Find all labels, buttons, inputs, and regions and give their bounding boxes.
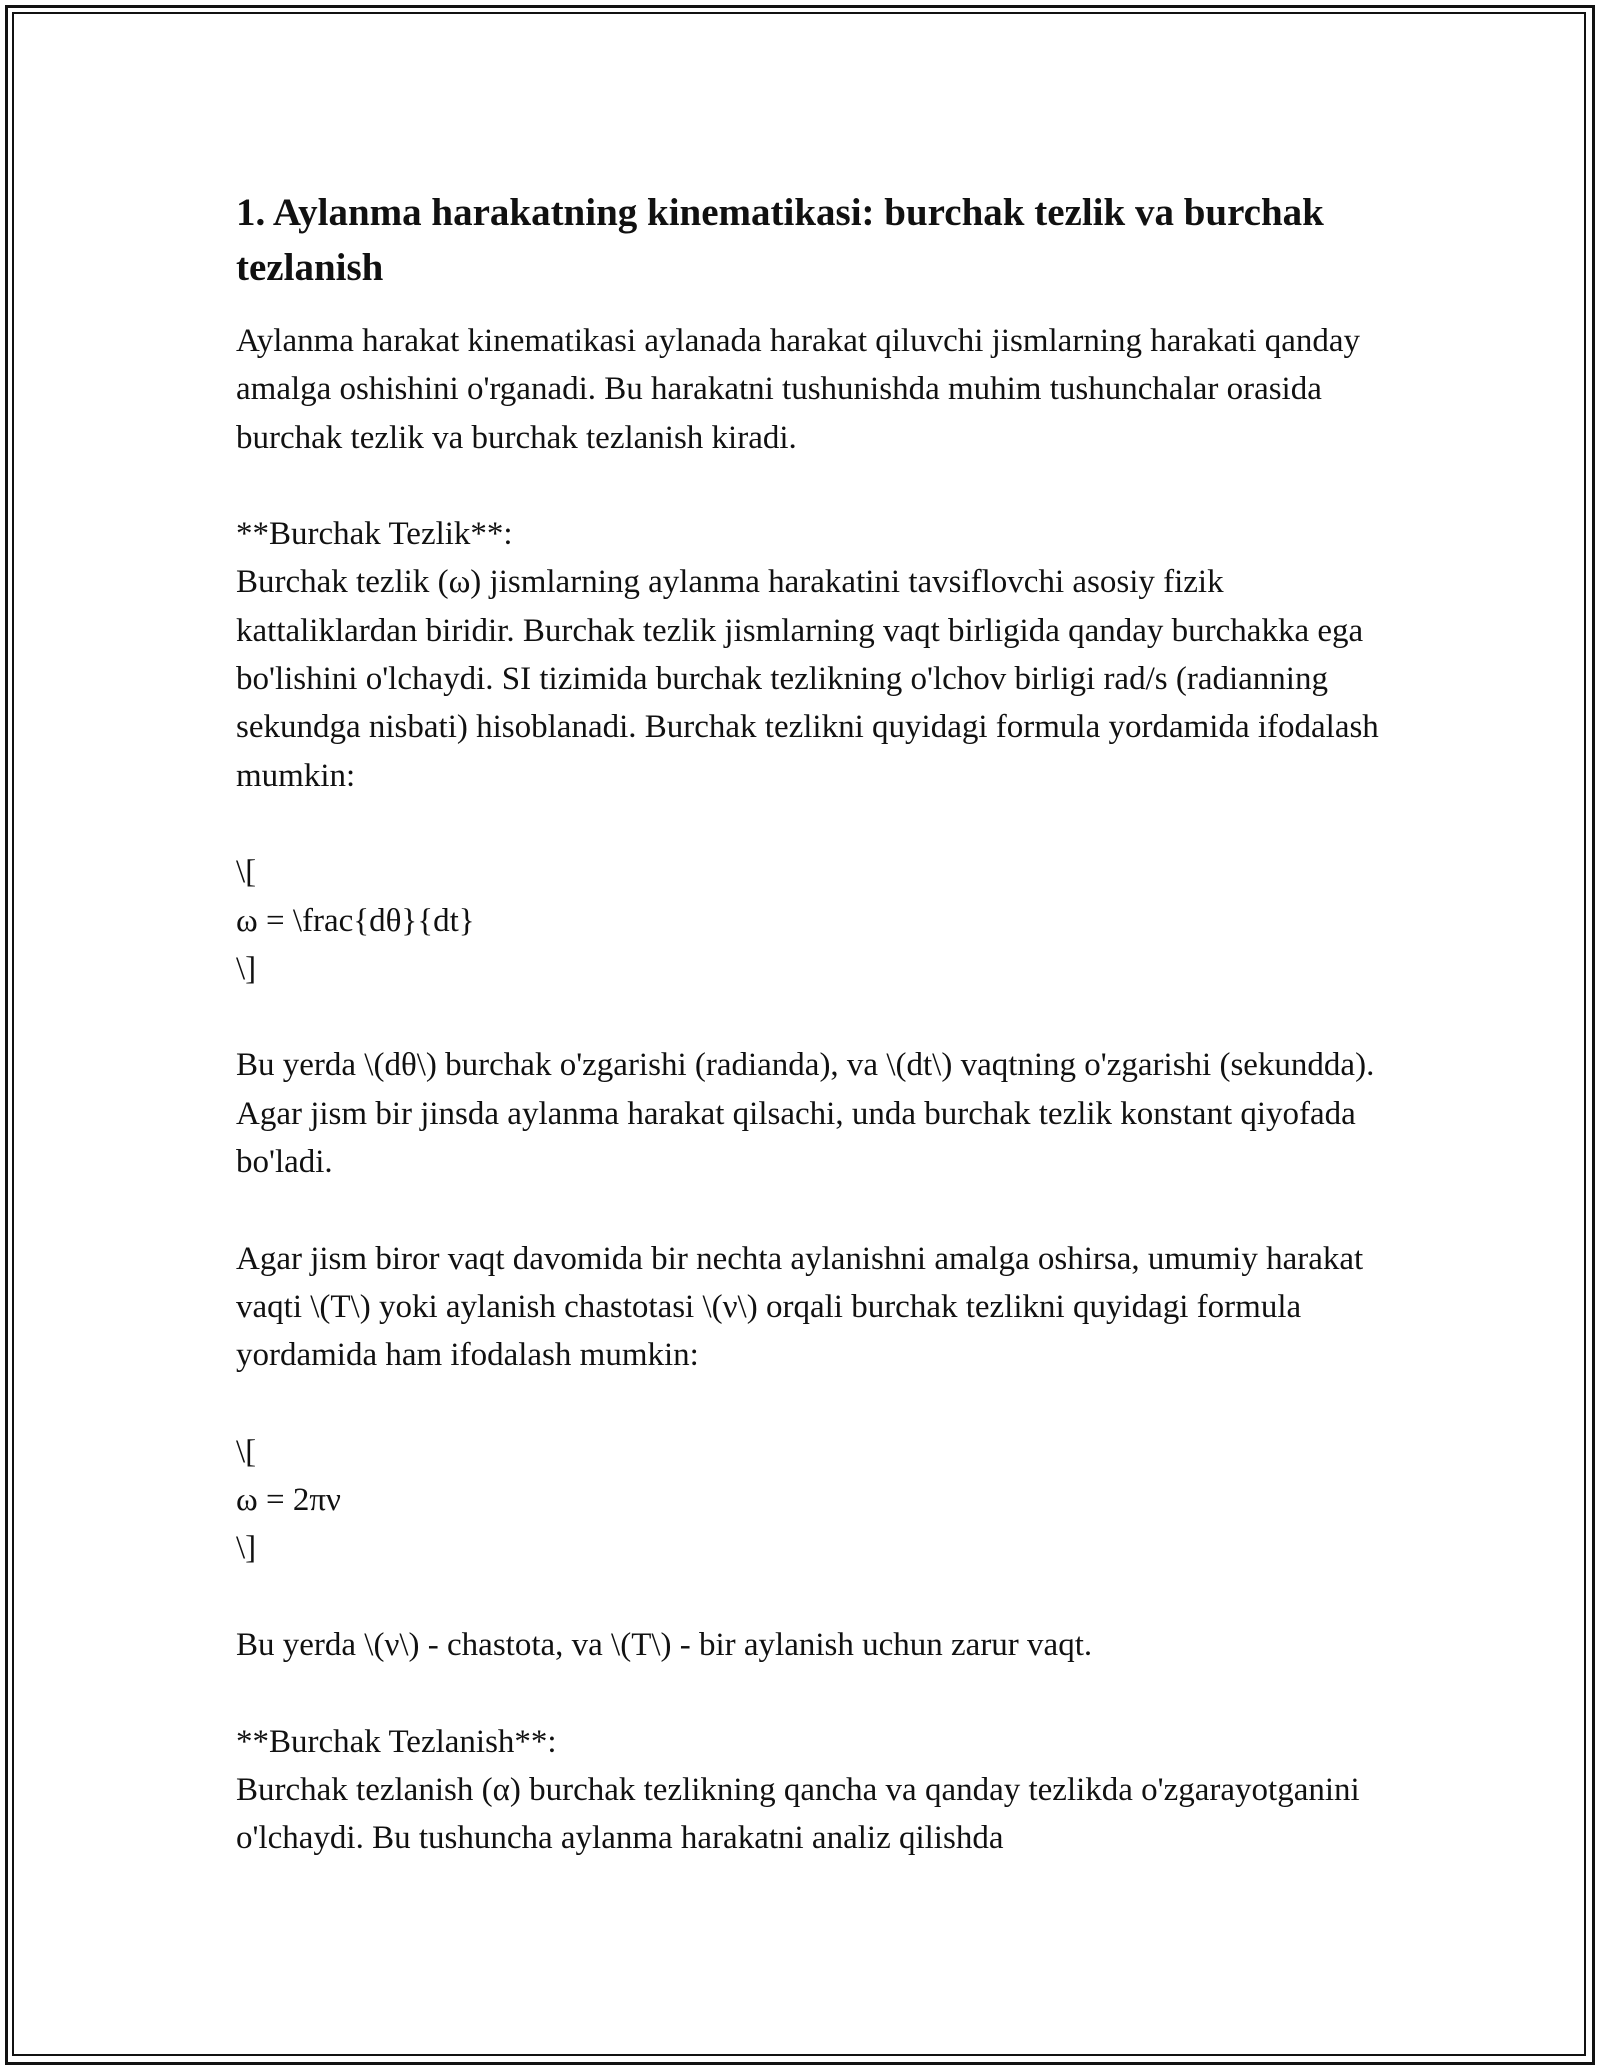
formula-open-delimiter: \[ (236, 854, 257, 891)
spacer (236, 1669, 1396, 1717)
formula-close-delimiter: \] (236, 950, 257, 987)
page-title: 1. Aylanma harakatning kinematikasi: burchak tezlik va burchak tezlanish (236, 191, 1324, 289)
intro-paragraph: Aylanma harakat kinematikasi aylanada harakat qiluvchi jismlarning harakati qanday amalga oshishini o'rganadi. Bu harakatni tushunishda muhim tushunchalar orasida burchak tezlik va burchak tezlanish kiradi. (236, 323, 1369, 456)
document-body (236, 185, 1396, 1863)
spacer (236, 462, 1396, 510)
angular-velocity-paragraph: Burchak tezlik (ω) jismlarning aylanma harakatini tavsiflovchi asosiy fizik kattaliklardan biridir. Burchak tezlik jismlarning vaqt birligida qanday burchakka ega bo'lishini o'lchaydi. SI tizimida burchak tezlikning o'lchov birligi rad/s (radianning sekundga nisbati) hisoblanadi. Burchak tezlikni quyidagi formula yordamida ifodalash mumkin: (236, 564, 1388, 794)
spacer (236, 1186, 1396, 1234)
formula-angular-velocity: ω = \frac{dθ}{dt} (236, 902, 475, 939)
section-heading-angular-velocity: **Burchak Tezlik**: (236, 516, 513, 553)
period-frequency-paragraph: Agar jism biror vaqt davomida bir nechta aylanishni amalga oshirsa, umumiy harakat vaqti \(T\) yoki aylanish chastotasi \(ν\) orqali burchak tezlikni quyidagi formula yordamida ham ifodalash mumkin: (236, 1240, 1372, 1374)
spacer (236, 1380, 1396, 1428)
formula-frequency: ω = 2πν (236, 1482, 341, 1519)
formula-explanation-paragraph: Bu yerda \(dθ\) burchak o'zgarishi (radianda), va \(dt\) vaqtning o'zgarishi (sekundda). Agar jism bir jinsda aylanma harakat qilsachi, unda burchak tezlik konstant qiyofada bo'ladi. (236, 1047, 1381, 1181)
formula-open-delimiter: \[ (236, 1433, 257, 1470)
angular-acceleration-paragraph: Burchak tezlanish (α) burchak tezlikning qancha va qanday tezlikda o'zgarayotganini o'lchaydi. Bu tushuncha aylanma harakatni analiz qilishda (236, 1771, 1368, 1857)
spacer (236, 993, 1396, 1041)
spacer (236, 1573, 1396, 1621)
formula-close-delimiter: \] (236, 1530, 257, 1567)
section-heading-angular-acceleration: **Burchak Tezlanish**: (236, 1723, 557, 1760)
spacer (236, 800, 1396, 848)
frequency-explanation-paragraph: Bu yerda \(ν\) - chastota, va \(T\) - bir aylanish uchun zarur vaqt. (236, 1627, 1093, 1664)
